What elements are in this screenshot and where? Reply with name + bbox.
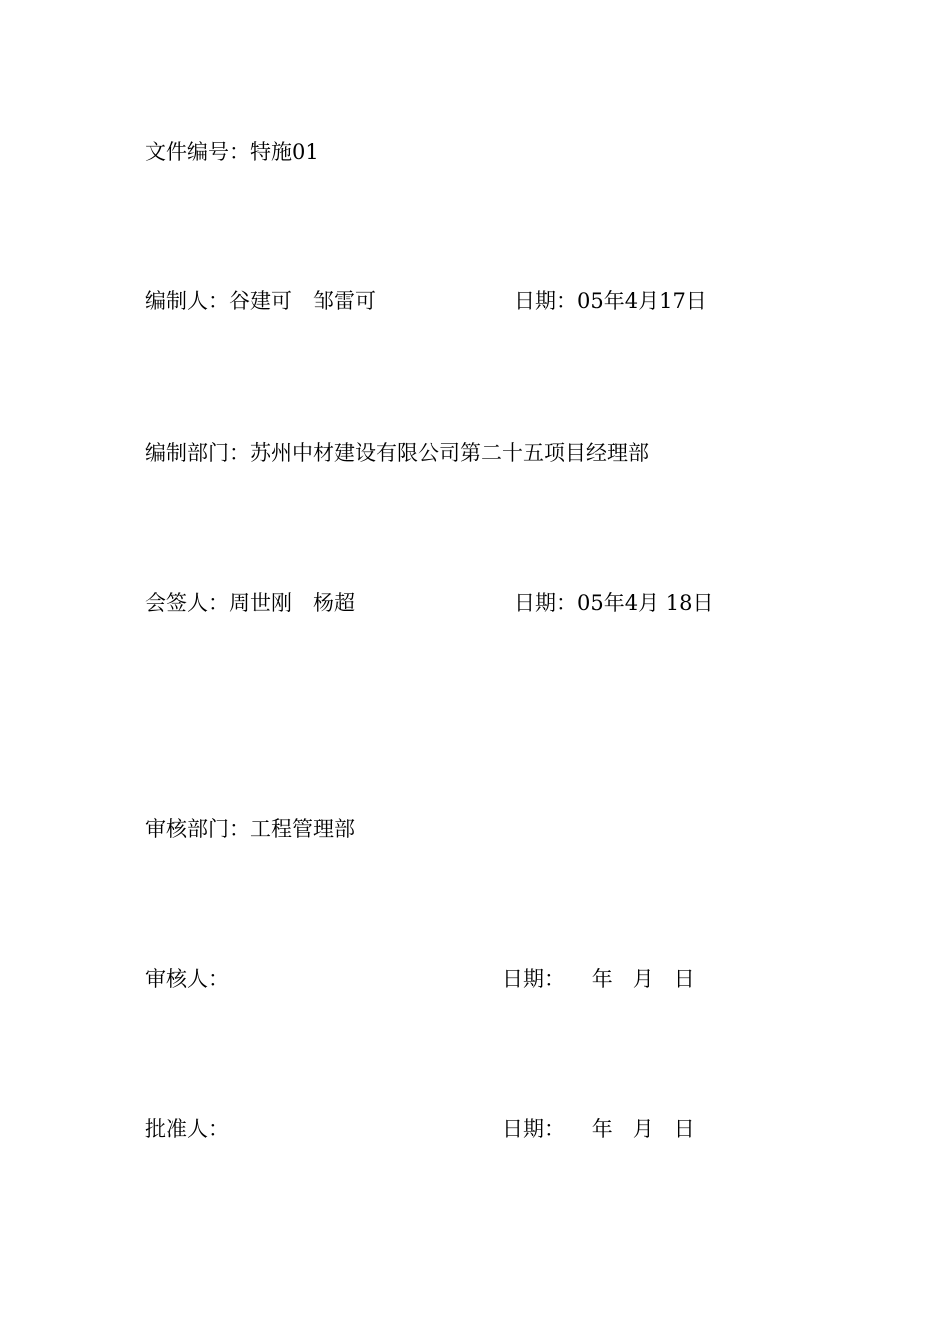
review-department: 审核部门：工程管理部 xyxy=(145,817,355,841)
compiler-date: 日期：05年4月17日 xyxy=(514,289,707,313)
file-number: 文件编号：特施01 xyxy=(145,140,319,164)
countersign-date: 日期：05年4月 18日 xyxy=(514,591,714,615)
reviewer: 审核人： xyxy=(145,967,229,991)
approver: 批准人： xyxy=(145,1117,229,1141)
compiling-department: 编制部门：苏州中材建设有限公司第二十五项目经理部 xyxy=(145,441,649,465)
reviewer-date: 日期： 年 月 日 xyxy=(502,967,695,991)
countersigner: 会签人：周世刚 杨超 xyxy=(145,591,355,615)
approver-date: 日期： 年 月 日 xyxy=(502,1117,695,1141)
compiler: 编制人：谷建可 邹雷可 xyxy=(145,289,376,313)
